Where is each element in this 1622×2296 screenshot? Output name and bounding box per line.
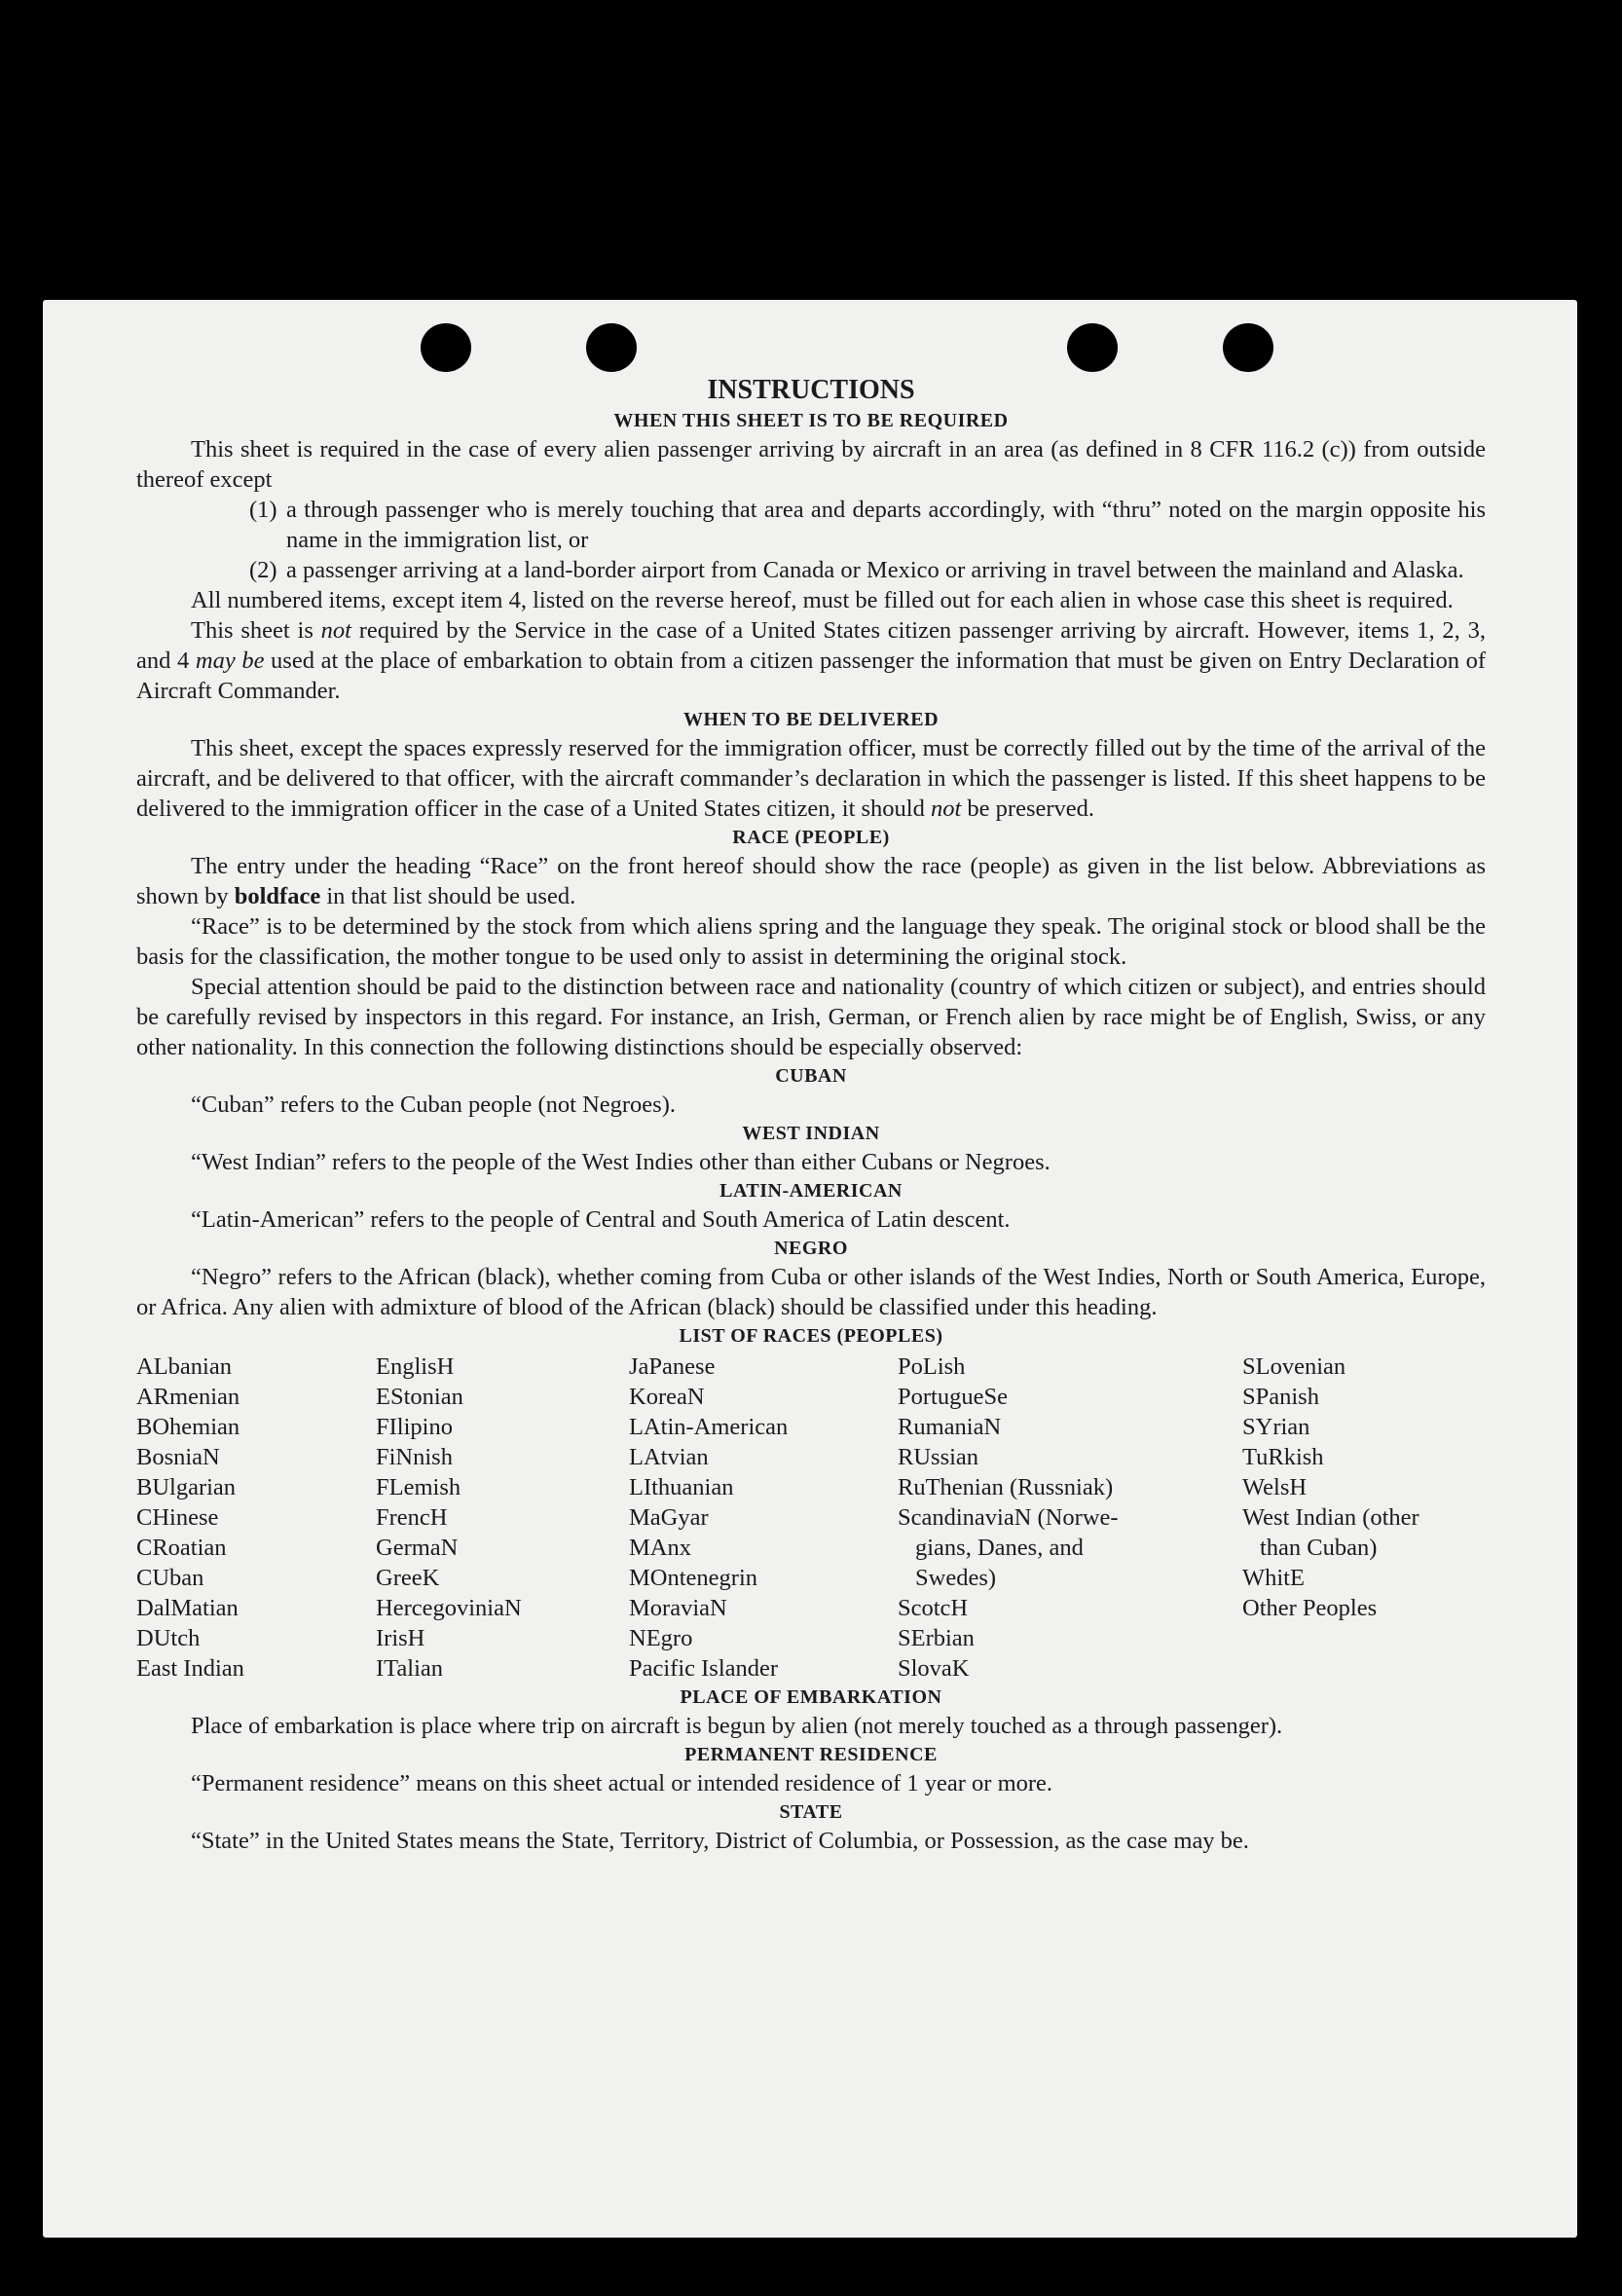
race-entry: RumaniaN <box>898 1414 1002 1440</box>
race-entry: JaPanese <box>629 1353 716 1380</box>
race-paragraph-1: The entry under the heading “Race” on the front hereof should show the race (people) as given in the list below. Abbreviations as shown by boldface in that list should be used. <box>136 853 1486 909</box>
punch-hole <box>1223 323 1273 372</box>
race-paragraph-2: “Race” is to be determined by the stock from which aliens spring and the language they speak. The original stock or blood shall be the basis for the classification, the mother tongue to be used only to assist in determining the original stock. <box>136 913 1486 970</box>
races-column <box>898 1352 1242 1684</box>
race-entry: SErbian <box>898 1625 975 1651</box>
heading-permanent-residence: PERMANENT RESIDENCE <box>684 1744 938 1765</box>
races-column <box>1242 1352 1476 1684</box>
race-entry: FLemish <box>376 1474 461 1500</box>
race-entry: FrencH <box>376 1504 448 1531</box>
west-indian-definition: “West Indian” refers to the people of the West Indies other than either Cubans or Negroes. <box>191 1149 1051 1175</box>
race-entry: MOntenegrin <box>629 1565 757 1591</box>
races-column <box>376 1352 629 1684</box>
race-entry: LAtvian <box>629 1444 709 1470</box>
race-entry: PoLish <box>898 1353 966 1380</box>
race-paragraph-3: Special attention should be paid to the distinction between race and nationality (country of which citizen or subject), and entries should be carefully revised by inspectors in this regard. For instance, an Irish, German, or French alien by race might be of English, Swiss, or any other nationality. In this connection the following distinctions should be especially observed: <box>136 974 1486 1060</box>
race-entry: DalMatian <box>136 1595 239 1621</box>
race-entry: IrisH <box>376 1625 425 1651</box>
race-entry: LIthuanian <box>629 1474 734 1500</box>
heading-embarkation: PLACE OF EMBARKATION <box>680 1686 942 1708</box>
race-entry: FiNnish <box>376 1444 453 1470</box>
race-entry-continued: gians, Danes, and <box>915 1535 1084 1561</box>
heading-required: WHEN THIS SHEET IS TO BE REQUIRED <box>613 410 1009 431</box>
race-entry: BUlgarian <box>136 1474 237 1500</box>
negro-definition: “Negro” refers to the African (black), whether coming from Cuba or other islands of the West Indies, North or South America, Europe, or Africa. Any alien with admixture of blood of the African (black) should be classified under this heading. <box>136 1264 1486 1320</box>
race-entry: TuRkish <box>1242 1444 1324 1470</box>
heading-latin-american: LATIN-AMERICAN <box>719 1180 903 1202</box>
race-entry: LAtin-American <box>629 1414 789 1440</box>
heading-negro: NEGRO <box>774 1238 848 1259</box>
race-entry: BosniaN <box>136 1444 220 1470</box>
race-entry: ARmenian <box>136 1384 240 1410</box>
races-list <box>136 1352 1486 1684</box>
heading-cuban: CUBAN <box>775 1065 847 1087</box>
race-entry: NEgro <box>629 1625 693 1651</box>
heading-delivered: WHEN TO BE DELIVERED <box>682 709 940 730</box>
exception-number: (2) <box>249 557 277 583</box>
race-entry: FIlipino <box>376 1414 453 1440</box>
exception-text: a through passenger who is merely touching that area and departs accordingly, with “thru” noted on the margin opposite his name in the immigration list, or <box>286 497 1486 553</box>
cuban-definition: “Cuban” refers to the Cuban people (not Negroes). <box>191 1092 676 1118</box>
race-entry: CUban <box>136 1565 204 1591</box>
numbered-items-paragraph: All numbered items, except item 4, listed on the reverse hereof, must be filled out for each alien in whose case this sheet is required. <box>191 587 1454 613</box>
citizen-paragraph: This sheet is not required by the Service in the case of a United States citizen passenger arriving by aircraft. However, items 1, 2, 3, and 4 may be used at the place of embarkation to obtain from a citizen passenger the information that must be given on Entry Declaration of Aircraft Commander. <box>136 617 1486 704</box>
races-column <box>629 1352 898 1684</box>
heading-list-of-races: LIST OF RACES (PEOPLES) <box>679 1325 943 1347</box>
required-intro: This sheet is required in the case of every alien passenger arriving by aircraft in an area (as defined in 8 CFR 116.2 (c)) from outside thereof except <box>136 436 1486 493</box>
race-entry: WhitE <box>1242 1565 1305 1591</box>
race-entry: EStonian <box>376 1384 463 1410</box>
latin-american-definition: “Latin-American” refers to the people of Central and South America of Latin descent. <box>191 1206 1011 1233</box>
race-entry: SPanish <box>1242 1384 1319 1410</box>
race-entry-continued: Swedes) <box>915 1565 997 1591</box>
race-entry: SLovenian <box>1242 1353 1346 1380</box>
race-entry: Other Peoples <box>1242 1595 1378 1621</box>
race-entry: MoraviaN <box>629 1595 727 1621</box>
race-entry: CHinese <box>136 1504 219 1531</box>
heading-state: STATE <box>779 1801 843 1823</box>
residence-definition: “Permanent residence” means on this sheet actual or intended residence of 1 year or more. <box>191 1770 1053 1796</box>
race-entry: ScandinaviaN (Norwe- <box>898 1504 1119 1531</box>
page-title: INSTRUCTIONS <box>707 375 915 405</box>
race-entry: WelsH <box>1242 1474 1308 1500</box>
race-entry: SYrian <box>1242 1414 1310 1440</box>
race-entry: PortugueSe <box>898 1384 1008 1410</box>
punch-hole <box>1067 323 1118 372</box>
race-entry: EnglisH <box>376 1353 455 1380</box>
instruction-sheet <box>43 300 1577 2238</box>
race-entry: MaGyar <box>629 1504 709 1531</box>
race-entry: Pacific Islander <box>629 1655 779 1682</box>
race-entry: KoreaN <box>629 1384 705 1410</box>
race-entry: GreeK <box>376 1565 440 1591</box>
heading-race: RACE (PEOPLE) <box>732 827 890 848</box>
race-entry: DUtch <box>136 1625 201 1651</box>
race-entry: ALbanian <box>136 1353 232 1380</box>
race-entry: ITalian <box>376 1655 444 1682</box>
exception-text: a passenger arriving at a land-border airport from Canada or Mexico or arriving in travel between the mainland and Alaska. <box>286 557 1464 583</box>
race-entry: East Indian <box>136 1655 244 1682</box>
punch-hole <box>586 323 637 372</box>
race-entry: MAnx <box>629 1535 691 1561</box>
exception-item <box>249 495 1486 555</box>
embarkation-definition: Place of embarkation is place where trip on aircraft is begun by alien (not merely touched as a through passenger). <box>191 1713 1283 1739</box>
race-entry: GermaN <box>376 1535 459 1561</box>
race-entry: West Indian (other <box>1242 1504 1419 1531</box>
race-entry: BOhemian <box>136 1414 240 1440</box>
exception-number: (1) <box>249 497 277 523</box>
race-entry-continued: than Cuban) <box>1260 1535 1378 1561</box>
delivered-paragraph: This sheet, except the spaces expressly reserved for the immigration officer, must be correctly filled out by the time of the arrival of the aircraft, and be delivered to that officer, with the aircraft commander’s declaration in which the passenger is listed. If this sheet happens to be delivered to the immigration officer in the case of a United States citizen, it should not be preserved. <box>136 735 1486 822</box>
exception-item <box>249 555 1486 585</box>
heading-west-indian: WEST INDIAN <box>742 1123 880 1144</box>
race-entry: RuThenian (Russniak) <box>898 1474 1114 1500</box>
state-definition: “State” in the United States means the State, Territory, District of Columbia, or Possession, as the case may be. <box>191 1828 1249 1854</box>
race-entry: ScotcH <box>898 1595 969 1621</box>
race-entry: SlovaK <box>898 1655 970 1682</box>
race-entry: RUssian <box>898 1444 979 1470</box>
instructions-content <box>136 370 1486 1856</box>
races-column <box>136 1352 376 1684</box>
punch-hole <box>421 323 471 372</box>
race-entry: CRoatian <box>136 1535 227 1561</box>
race-entry: HercegoviniaN <box>376 1595 522 1621</box>
